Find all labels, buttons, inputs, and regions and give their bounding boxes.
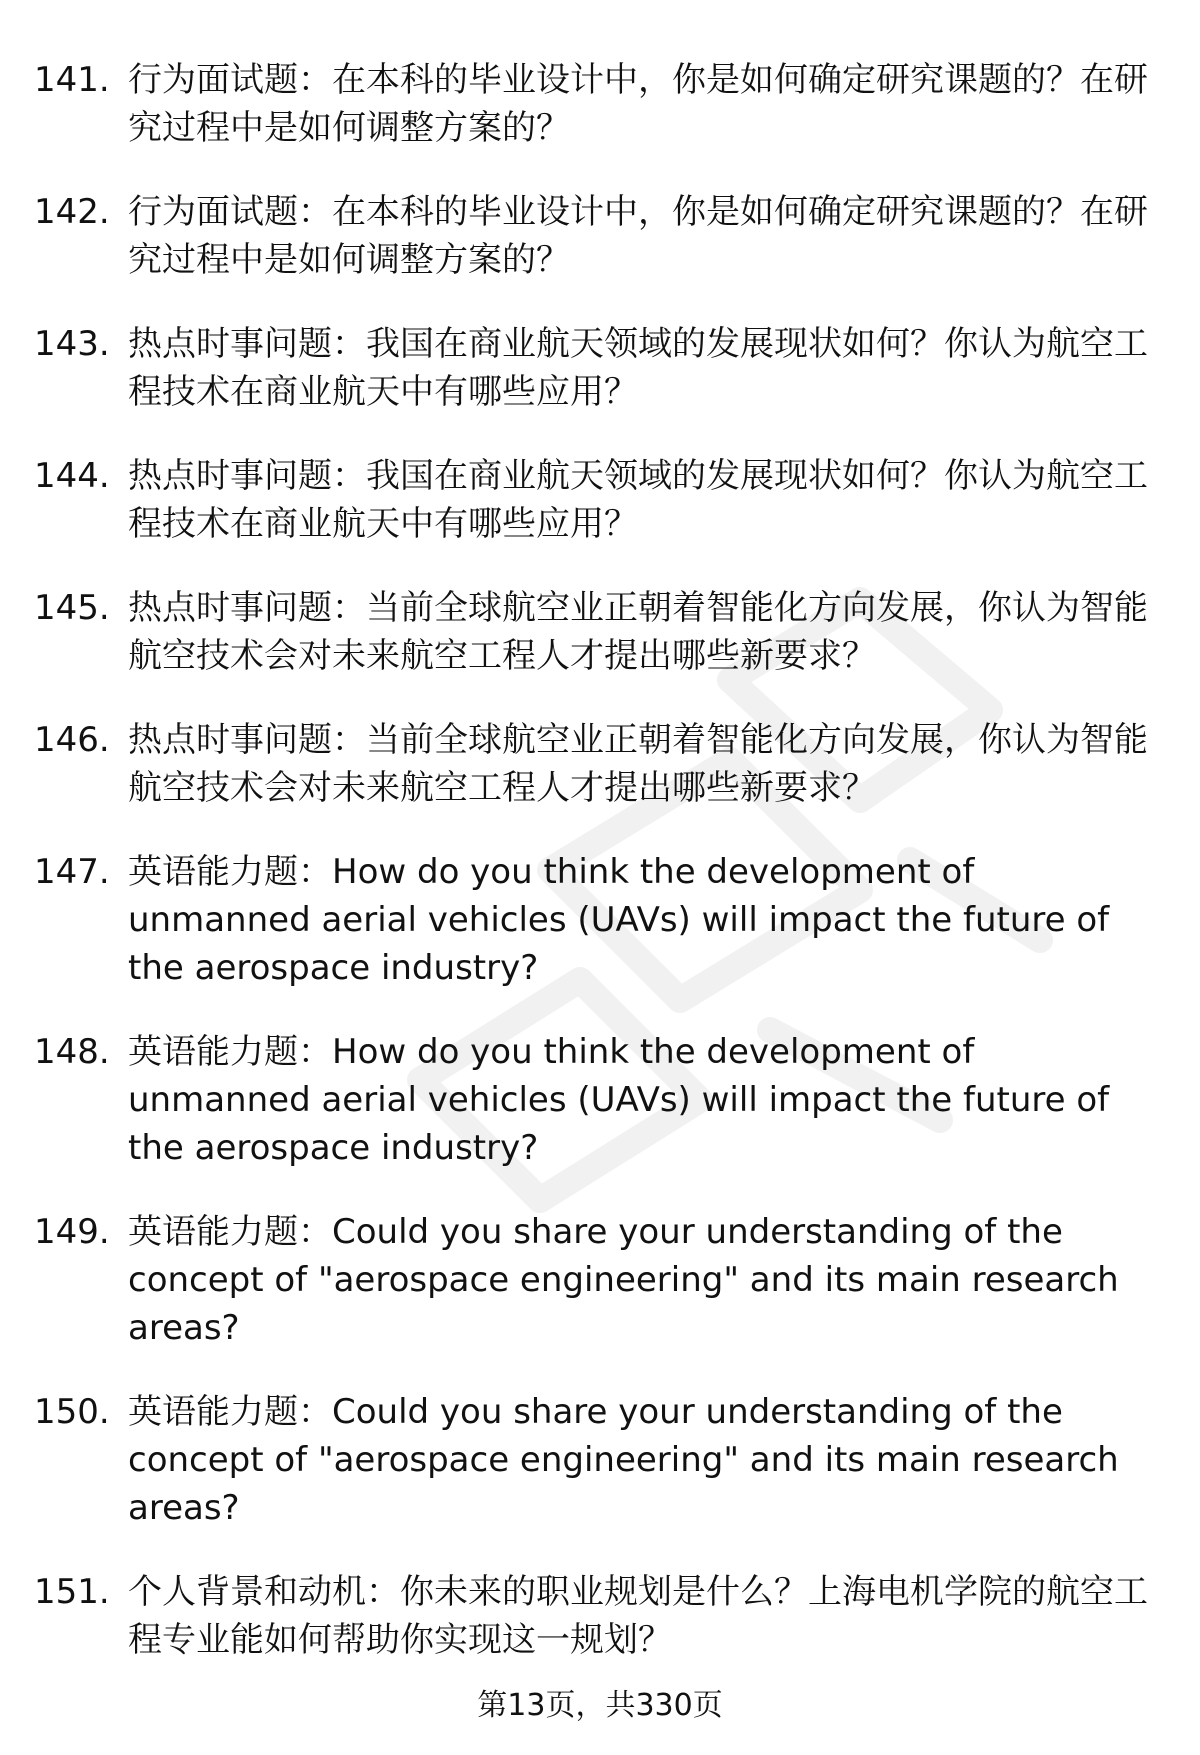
question-item-142 xyxy=(34,188,1159,284)
question-item-147 xyxy=(34,848,1159,992)
question-item-149 xyxy=(34,1208,1159,1352)
question-number: 146. xyxy=(34,720,110,760)
question-number: 143. xyxy=(34,324,110,364)
question-number: 147. xyxy=(34,852,110,892)
question-number: 148. xyxy=(34,1032,110,1072)
question-text: 个人背景和动机：你未来的职业规划是什么？上海电机学院的航空工程专业能如何帮助你实现这一规划？ xyxy=(128,1572,1148,1660)
question-number: 151. xyxy=(34,1572,110,1612)
question-number: 144. xyxy=(34,456,110,496)
question-text: 行为面试题：在本科的毕业设计中，你是如何确定研究课题的？在研究过程中是如何调整方案的？ xyxy=(128,192,1148,280)
question-text: 热点时事问题：当前全球航空业正朝着智能化方向发展，你认为智能航空技术会对未来航空工程人才提出哪些新要求？ xyxy=(128,720,1148,808)
question-number: 145. xyxy=(34,588,110,628)
question-item-143 xyxy=(34,320,1159,416)
question-text: 英语能力题：How do you think the development of unmanned aerial vehicles (UAVs) will impact the future of the aerospace industry? xyxy=(128,1032,1110,1168)
question-item-144 xyxy=(34,452,1159,548)
question-item-151 xyxy=(34,1568,1159,1664)
page-footer: 第13页，共330页 xyxy=(477,1688,723,1723)
question-number: 142. xyxy=(34,192,110,232)
question-item-150 xyxy=(34,1388,1159,1532)
question-number: 149. xyxy=(34,1212,110,1252)
question-text: 行为面试题：在本科的毕业设计中，你是如何确定研究课题的？在研究过程中是如何调整方案的？ xyxy=(128,60,1148,148)
question-item-146 xyxy=(34,716,1159,812)
question-item-145 xyxy=(34,584,1159,680)
question-list xyxy=(34,56,1159,1700)
question-text: 热点时事问题：我国在商业航天领域的发展现状如何？你认为航空工程技术在商业航天中有哪些应用？ xyxy=(128,324,1148,412)
question-text: 热点时事问题：当前全球航空业正朝着智能化方向发展，你认为智能航空技术会对未来航空工程人才提出哪些新要求？ xyxy=(128,588,1148,676)
question-number: 150. xyxy=(34,1392,110,1432)
question-text: 热点时事问题：我国在商业航天领域的发展现状如何？你认为航空工程技术在商业航天中有哪些应用？ xyxy=(128,456,1148,544)
question-number: 141. xyxy=(34,60,110,100)
question-item-148 xyxy=(34,1028,1159,1172)
question-text: 英语能力题：How do you think the development of unmanned aerial vehicles (UAVs) will impact the future of the aerospace industry? xyxy=(128,852,1110,988)
question-text: 英语能力题：Could you share your understanding of the concept of "aerospace engineering" and its main research areas? xyxy=(128,1392,1119,1528)
question-item-141 xyxy=(34,56,1159,152)
question-text: 英语能力题：Could you share your understanding of the concept of "aerospace engineering" and its main research areas? xyxy=(128,1212,1119,1348)
